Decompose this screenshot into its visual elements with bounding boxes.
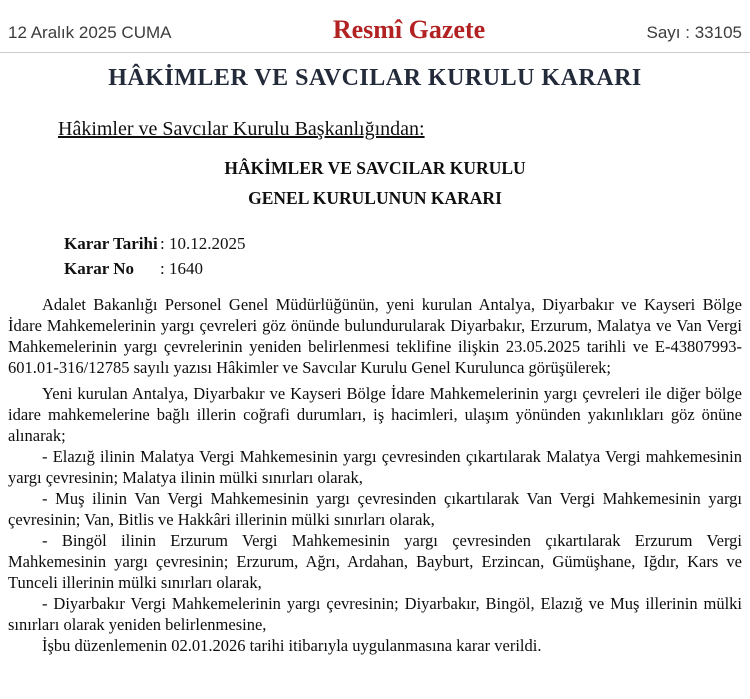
paragraph: - Muş ilinin Van Vergi Mahkemesinin yargı çevresinden çıkartılarak Van Vergi Mahkemesinin yargı çevresinin; Van, Bitlis ve Hakkâri illerinin mülki sınırları olarak, [8,489,742,529]
decision-date-row [64,231,750,256]
decision-heading-line2: GENEL KURULUNUN KARARI [248,188,502,208]
paragraph: - Elazığ ilinin Malatya Vergi Mahkemesinin yargı çevresinden çıkartılarak Malatya Vergi mahkemesinin yargı çevresinin; Malatya ilinin mülki sınırları olarak, [8,447,742,487]
decision-date-label: Karar Tarihi [64,234,158,253]
masthead-date: 12 Aralık 2025 CUMA [8,23,172,42]
paragraph: Yeni kurulan Antalya, Diyarbakır ve Kayseri Bölge İdare Mahkemelerinin yargı çevreleri ile diğer bölge idare mahkemelerine bağlı illerin coğrafi durumları, iş hacimleri, ulaşım yönünden yakınlıkları göz önüne alınarak; [8,384,742,445]
decision-no-value: : 1640 [160,259,203,278]
decision-heading-line1: HÂKİMLER VE SAVCILAR KURULU [224,158,526,178]
section-title: HÂKİMLER VE SAVCILAR KURULU KARARI [108,65,642,91]
decision-date-value: : 10.12.2025 [160,234,246,253]
authority-heading: Hâkimler ve Savcılar Kurulu Başkanlığından: [58,118,425,140]
decision-meta [64,231,750,281]
paragraph: İşbu düzenlemenin 02.01.2026 tarihi itibarıyla uygulanmasına karar verildi. [42,636,542,655]
paragraph: - Diyarbakır Vergi Mahkemelerinin yargı çevresinin; Diyarbakır, Bingöl, Elazığ ve Muş illerinin mülki sınırları olarak yeniden belirlenmesine, [8,594,742,634]
decision-no-row [64,256,750,281]
document-body [0,294,750,656]
gazette-title: Resmî Gazete [332,15,486,44]
masthead [0,0,750,53]
masthead-issue-number: Sayı : 33105 [646,23,742,42]
paragraph: - Bingöl ilinin Erzurum Vergi Mahkemesinin yargı çevresinden çıkartılarak Erzurum Vergi Mahkemesinin yargı çevresinin; Erzurum, Ağrı, Ardahan, Bayburt, Erzincan, Gümüşhane, Iğdır, Kars ve Tunceli illerinin mülki sınırları olarak, [8,531,742,592]
decision-no-label: Karar No [64,259,135,278]
paragraph: Adalet Bakanlığı Personel Genel Müdürlüğünün, yeni kurulan Antalya, Diyarbakır ve Kayseri Bölge İdare Mahkemelerinin yargı çevreleri göz önünde bulundurularak Diyarbakır, Erzurum, Malatya ve Van Vergi Mahkemelerinin yargı çevrelerinin yeniden belirlenmesi teklifine ilişkin 23.05.2025 tarihli ve E-43807993-601.01-316/12785 sayılı yazısı Hâkimler ve Savcılar Kurulu Genel Kurulunca görüşülerek; [8,295,742,377]
